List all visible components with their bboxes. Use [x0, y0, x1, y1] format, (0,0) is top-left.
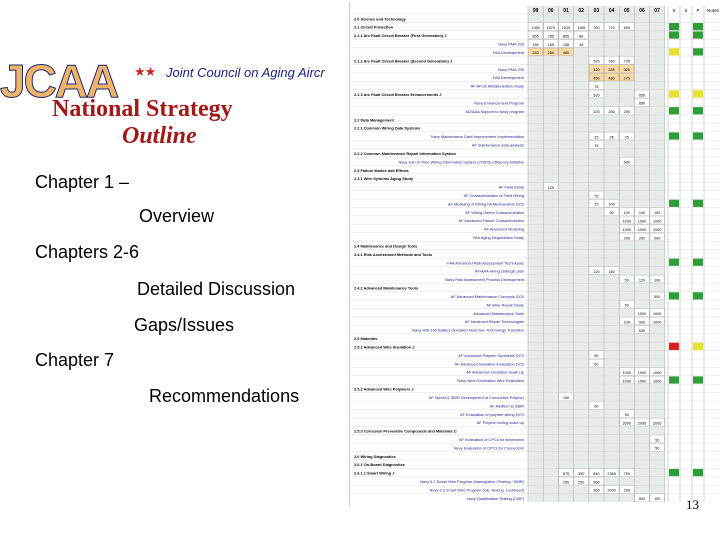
data-cell-value: 150 [654, 497, 661, 502]
row-label: AF Advanced Failure Characterization [458, 218, 524, 224]
data-cell-value: 25 [609, 135, 614, 140]
row-label: AF Evaluation of CPCs for electronics [458, 437, 524, 442]
data-cell-value: 1000 [637, 312, 647, 317]
row-label: AF Advanced Maintenance Concepts DCS [450, 293, 524, 299]
status-indicator [669, 376, 679, 383]
status-indicator [669, 292, 679, 299]
row-label: 2.1.3 Arc Fault Circuit Breaker Enhancements J [354, 92, 442, 98]
data-cell-value: 275 [623, 76, 630, 81]
data-cell-value: 1000 [652, 312, 662, 317]
row-label: Navy PMA 209 [498, 66, 524, 72]
outline-detailed-discussion: Detailed Discussion [137, 279, 296, 299]
data-cell-value: 100 [608, 202, 615, 207]
data-cell-value: 650 [638, 93, 646, 98]
status-indicator [693, 90, 703, 97]
data-cell-value: 45 [579, 42, 584, 47]
data-cell-value: 2365 [607, 471, 616, 476]
status-indicator [693, 259, 703, 266]
row-label: Navy 6.3 Smart Wire Program (GE, Boeing, Lockheed) [429, 487, 524, 493]
data-cell-value: 50 [594, 354, 599, 359]
row-label: 2.5.1 Advanced Wire Insulation J [354, 344, 415, 350]
data-cell-value: 720 [623, 59, 630, 64]
row-label: AF Modeling of Wiring FA Mechanisms DCS [447, 201, 524, 207]
data-cell-value: 1000 [637, 227, 647, 232]
outline-recommendations: Recommendations [149, 386, 300, 406]
row-label: AF AFCB Miniaturization Study [470, 83, 524, 89]
row-label: 2.1.2 Arc Fault Circuit Breaker (Second Generation) J [354, 58, 453, 64]
status-indicator [693, 132, 703, 139]
roadmap-table-svg [350, 2, 720, 506]
data-cell-value: 855 [562, 34, 570, 39]
data-cell-value: 500 [654, 295, 661, 300]
row-label: Navy 6.2 Smart Wire Program (Manugistics / Boeing / SBIR) [420, 479, 524, 485]
data-cell-value: 480 [608, 76, 615, 81]
data-cell-value: 125 [547, 185, 554, 190]
status-indicator [669, 200, 679, 207]
status-indicator [669, 23, 679, 30]
data-cell-value: 50 [594, 404, 599, 409]
data-cell-value: 1000 [652, 379, 662, 384]
row-label: 2.1.1 Arc Fault Circuit Breaker (First Generation) J [354, 33, 447, 39]
row-label: AF/AAA wiring strategic plan [474, 268, 524, 274]
data-cell-value: 25 [594, 202, 599, 207]
data-cell-value: 350 [578, 471, 585, 476]
row-label: AF Advanced Insulation Evaluation DCS [454, 361, 524, 367]
data-cell-value: 2000 [652, 421, 662, 426]
row-label: AF Advanced Modeling [483, 226, 524, 232]
status-indicator [693, 469, 703, 476]
status-indicator [669, 107, 679, 114]
data-cell-value: 2000 [622, 421, 632, 426]
row-label: 2.2.2 Common Maintenance Repair Information System [354, 150, 456, 156]
data-cell-value: 50 [594, 362, 599, 367]
row-label: 2.6 Wiring Diagnostics [354, 453, 396, 459]
data-cell-value: 200 [638, 236, 646, 241]
year-header: 06 [639, 8, 645, 14]
data-cell-value: 220 [593, 110, 600, 115]
data-cell-value: 75 [594, 84, 599, 89]
row-label: AF Wiring Defect Characterization [465, 209, 524, 215]
data-cell-value: 320 [593, 68, 600, 73]
status-indicator [669, 31, 679, 38]
row-label: FAA Development [492, 75, 524, 81]
row-label: Navy MSI-100 Battery Operated Heat Gun Technology Transition [412, 327, 524, 333]
status-header: S [672, 8, 676, 13]
status-indicator [669, 343, 679, 350]
row-label: 2.5 Materials [354, 336, 378, 342]
data-cell-value: 25 [594, 135, 599, 140]
year-header: 99 [532, 8, 539, 14]
logo-text: JCAA [0, 55, 118, 107]
data-cell-value: 1185 [577, 25, 586, 30]
status-indicator [693, 107, 703, 114]
data-cell-value: 1510 [561, 25, 571, 30]
status-indicator [669, 259, 679, 266]
outline-chapter-1: Chapter 1 – [35, 172, 130, 192]
row-label: 2.2 Data Management [354, 117, 394, 123]
row-label: AF Wire Repair Study [486, 302, 524, 308]
data-cell-value: 1000 [652, 219, 662, 224]
row-label: AF Evaluation of polymer wiring DCS [459, 411, 524, 417]
data-cell-value: 185 [547, 42, 554, 47]
slide-subtitle: Outline [122, 123, 197, 149]
row-label: Navy Maintenance Data Improvement Implementation [431, 134, 524, 140]
data-cell-value: 575 [562, 471, 570, 476]
year-header: 05 [624, 8, 630, 14]
data-cell-value: 200 [654, 236, 661, 241]
data-cell-value: 320 [623, 68, 630, 73]
data-cell-value: 250 [547, 51, 554, 56]
data-cell-value: 1000 [637, 370, 647, 375]
status-indicator [669, 132, 679, 139]
data-cell-value: 840 [593, 471, 600, 476]
year-header: 01 [563, 8, 569, 14]
data-cell-value: 185 [562, 42, 570, 47]
row-label: 2.2.1 Common Wiring Data Systems [354, 125, 421, 131]
outline-chapters-2-6: Chapters 2-6 [35, 242, 140, 262]
row-label: AF Advanced Repair Technologies [464, 319, 524, 325]
outline-overview: Overview [139, 206, 215, 226]
data-cell-value: 1000 [622, 219, 632, 224]
status-indicator [693, 23, 703, 30]
row-label: 2.5.3 Corrosion Preventive Compounds and Materials C [354, 428, 457, 434]
data-cell-value: 250 [608, 110, 615, 115]
status-header: S [684, 8, 688, 13]
data-cell-value: 1000 [622, 227, 632, 232]
data-cell-value: 1350 [531, 25, 540, 30]
data-cell-value: 75 [594, 143, 599, 148]
data-cell-value: 250 [623, 110, 630, 115]
data-cell-value: 50 [624, 303, 629, 308]
data-cell-value: 1000 [622, 379, 632, 384]
row-label: FAA Advanced Risk Assessment Techniques [447, 260, 524, 266]
data-cell-value: 480 [562, 51, 570, 56]
row-label: 2.5.2 Advanced Wire Polymers J [354, 386, 414, 392]
row-label: 2.3.1 Wire Systems Aging Study [354, 176, 414, 182]
status-header: P [696, 8, 700, 13]
row-label: AF Hybrid & SBIR Development of Conductive Polymer [428, 394, 524, 400]
row-label: 2.6.1.1 Smart Wiring J [354, 470, 395, 476]
data-cell-value: 950 [593, 480, 600, 485]
row-label: AF Polymer wiring scale-up [476, 420, 524, 426]
status-indicator [669, 48, 679, 55]
star-icon: ★★ [134, 64, 156, 79]
data-cell-value: 1000 [652, 227, 662, 232]
data-cell-value: 50 [624, 413, 629, 418]
data-cell-value: 150 [562, 396, 570, 401]
roadmap-table [349, 2, 720, 506]
row-label: AF Field Study [498, 184, 524, 190]
data-cell-value: 50 [655, 438, 660, 443]
outline-chapter-7: Chapter 7 [35, 350, 115, 370]
status-indicator [693, 48, 703, 55]
data-cell-value: 520 [593, 93, 600, 98]
data-cell-value: 150 [532, 42, 539, 47]
row-label: AF Addition to SBIR [489, 403, 524, 409]
data-cell-value: 285 [608, 68, 615, 73]
data-cell-value: 100 [623, 211, 630, 216]
row-label: FAA Aging Degradation Study [472, 235, 524, 241]
row-label: AD/AAA Support to Navy program [465, 108, 524, 114]
data-cell-value: 50 [624, 278, 629, 283]
row-label: 2.0 Science and Technology [354, 16, 406, 22]
status-indicator [693, 343, 703, 350]
data-cell-value: 525 [593, 59, 600, 64]
row-label: 2.4.1 Risk Assessment Methods and Tools [354, 251, 433, 257]
outline-gaps-issues: Gaps/Issues [134, 315, 235, 335]
row-label: 2.4 Maintenance and Design Tools [354, 243, 418, 249]
year-header: 03 [593, 8, 600, 14]
row-label: AF maintenance data analysis [471, 142, 524, 148]
status-indicator [693, 200, 703, 207]
data-cell-value: 50 [655, 446, 660, 451]
data-cell-value: 240 [532, 51, 539, 56]
status-indicator [669, 90, 679, 97]
data-cell-value: 630 [638, 328, 646, 333]
data-cell-value: 200 [623, 236, 630, 241]
row-label: 2.3 Failure Modes and Effects [354, 167, 409, 173]
data-cell-value: 500 [638, 497, 646, 502]
data-cell-value: 100 [654, 211, 661, 216]
data-cell-value: 250 [578, 480, 585, 485]
data-cell-value: 2000 [637, 421, 647, 426]
row-label: 2.6.1 On-Board Diagnostics [354, 462, 405, 468]
data-cell-value: 500 [623, 160, 630, 165]
data-cell-value: 500 [638, 320, 646, 325]
year-header: 04 [608, 8, 615, 14]
jcaa-logo [0, 28, 150, 107]
data-cell-value: 75 [594, 194, 599, 199]
data-cell-value: 100 [638, 211, 646, 216]
data-cell-value: 120 [593, 269, 600, 274]
data-cell-value: 80 [579, 34, 584, 39]
year-header: 00 [548, 8, 554, 14]
data-cell-value: 1000 [637, 219, 647, 224]
row-label: Navy Enhancement Program [474, 100, 524, 106]
data-cell-value: 785 [547, 34, 554, 39]
row-label: Navy Qualification Testing (CMP) [466, 495, 524, 501]
status-indicator [669, 469, 679, 476]
data-cell-value: 25 [624, 135, 629, 140]
data-cell-value: 1570 [546, 25, 556, 30]
row-label: Navy Risk Assessment Process Development [445, 277, 524, 283]
year-header: 07 [654, 8, 660, 14]
data-cell-value: 450 [593, 76, 600, 81]
row-label: FAA Development [492, 49, 524, 55]
row-label: Advanced Maintenance Tools [473, 310, 524, 316]
status-header: Notes [707, 8, 719, 13]
data-cell-value: 50 [609, 211, 614, 216]
data-cell-value: 1000 [652, 370, 662, 375]
data-cell-value: 650 [638, 101, 646, 106]
data-cell-value: 1000 [652, 320, 662, 325]
row-label: AF Advanced Insulation Scale Up [466, 369, 524, 375]
data-cell-value: 1000 [637, 379, 647, 384]
data-cell-value: 750 [623, 471, 630, 476]
status-indicator [693, 31, 703, 38]
data-cell-value: 120 [638, 278, 646, 283]
data-cell-value: 600 [623, 25, 630, 30]
row-label: Navy Evaluation of CPCs for Connectors [453, 445, 524, 451]
row-label: 2.4.2 Advanced Maintenance Tools [354, 285, 418, 291]
data-cell-value: 200 [562, 480, 570, 485]
data-cell-value: 2000 [607, 488, 616, 493]
row-label: AF Characterization of Field Wiring [463, 193, 524, 198]
slide-title: National Strategy [52, 96, 233, 122]
data-cell-value: 350 [593, 488, 600, 493]
data-cell-value: 1000 [622, 370, 632, 375]
status-indicator [693, 376, 703, 383]
row-label: 2.1 Circuit Protection [354, 24, 394, 30]
data-cell-value: 720 [608, 25, 615, 30]
data-cell-value: 760 [608, 59, 615, 64]
data-cell-value: 200 [623, 488, 630, 493]
data-cell-value: 160 [608, 269, 615, 274]
status-indicator [693, 292, 703, 299]
data-cell-value: 855 [532, 34, 539, 39]
row-label: Navy PMA 209 [498, 41, 524, 47]
row-label: AF Advanced Polymer Synthesis DCS [458, 352, 524, 358]
year-header: 02 [578, 8, 584, 14]
row-label: Navy Join In Time Wiring Information System (JTWIS) efficiency Initiative [398, 159, 524, 165]
page-number: 13 [686, 497, 699, 512]
data-cell-value: 100 [654, 278, 661, 283]
row-label: Navy Next Generation Wire Evaluation [457, 378, 524, 384]
data-cell-value: 760 [593, 25, 600, 30]
council-name: Joint Council on Aging Aircr [166, 65, 325, 80]
data-cell-value: 100 [623, 320, 630, 325]
